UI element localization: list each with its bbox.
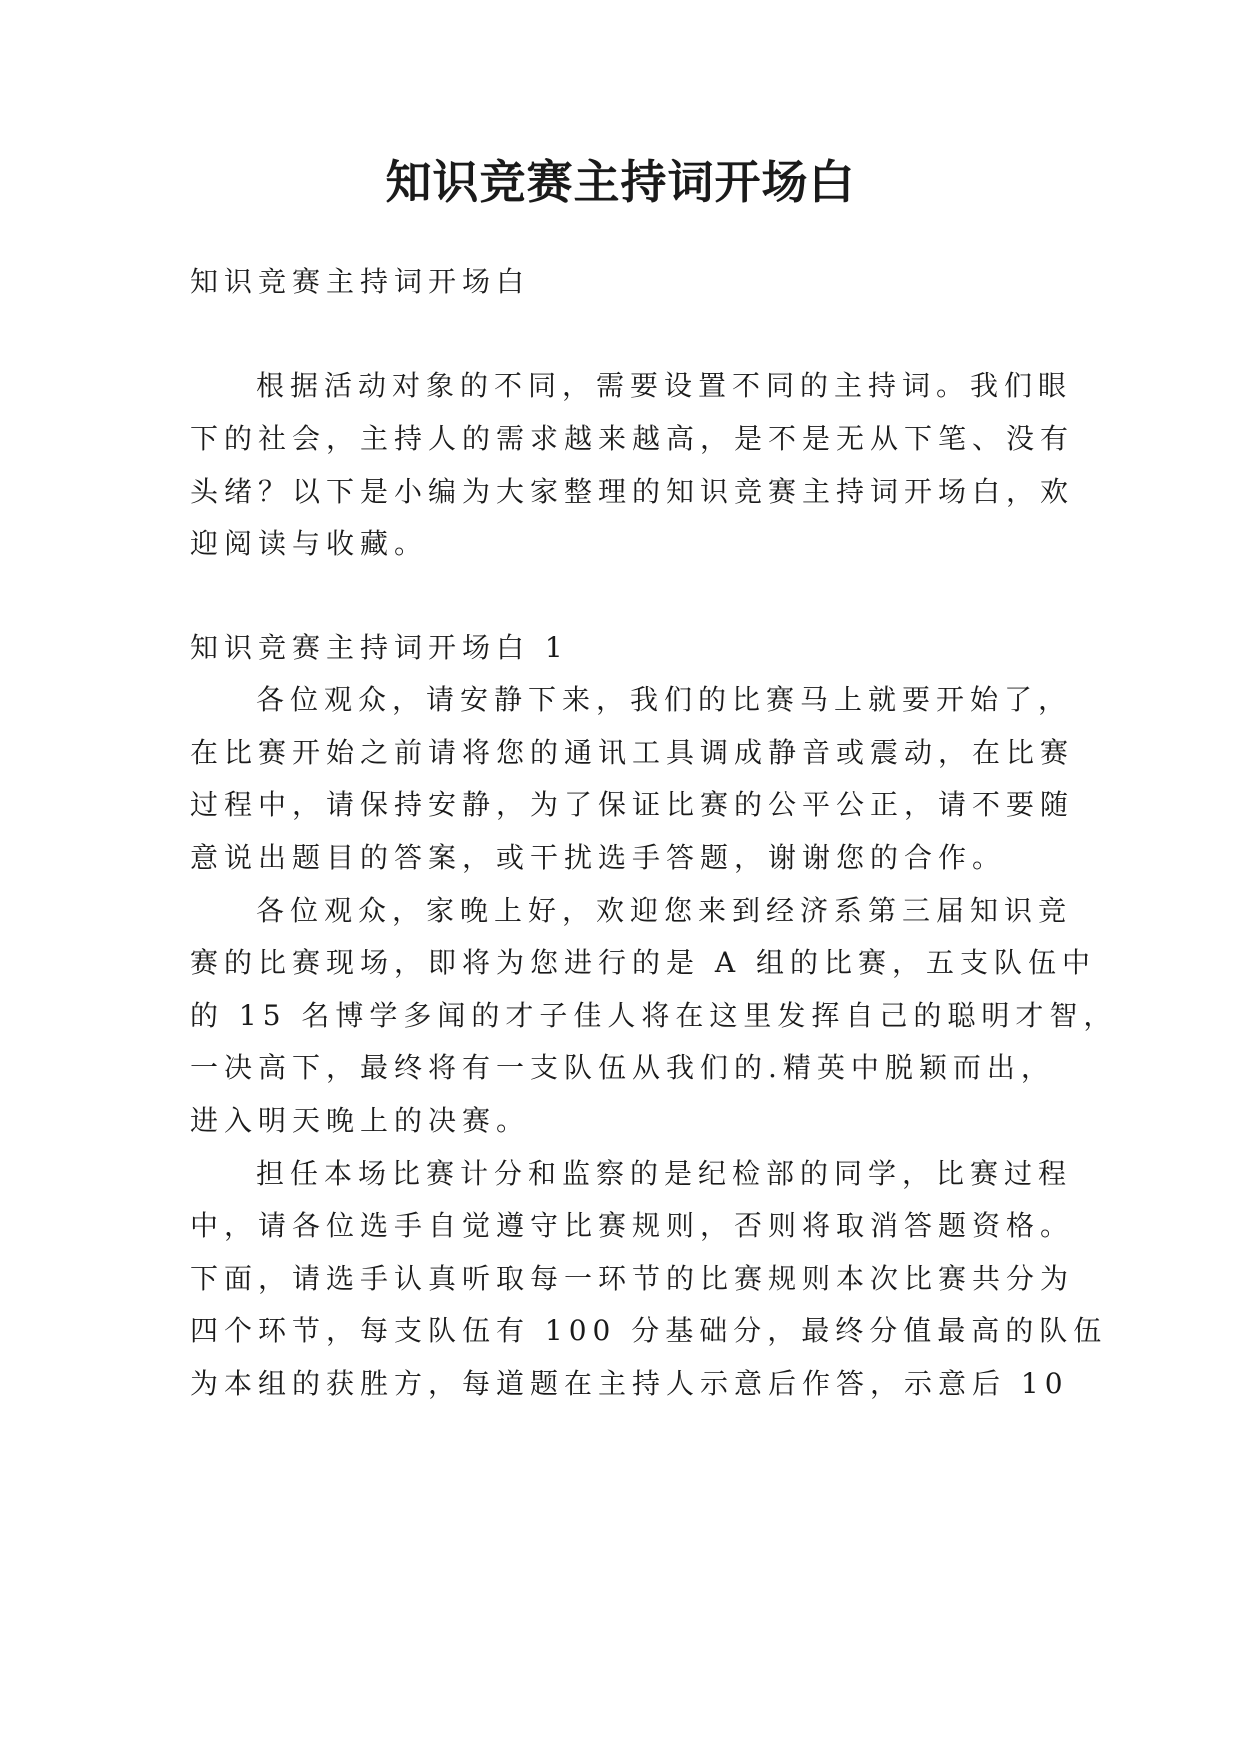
paragraph-line: 的 15 名博学多闻的才子佳人将在这里发挥自己的聪明才智， (190, 999, 1118, 1032)
paragraph-line: 为本组的获胜方，每道题在主持人示意后作答，示意后 10 (190, 1367, 1069, 1400)
paragraph-line: 各位观众，家晚上好，欢迎您来到经济系第三届知识竞 (256, 894, 1073, 927)
document-title: 知识竞赛主持词开场白 (385, 155, 856, 209)
paragraph-line: 进入明天晚上的决赛。 (190, 1104, 531, 1137)
intro-line: 下的社会，主持人的需求越来越高，是不是无从下笔、没有 (190, 422, 1075, 455)
intro-line: 迎阅读与收藏。 (190, 527, 429, 560)
paragraph-line: 在比赛开始之前请将您的通讯工具调成静音或震动，在比赛 (190, 736, 1075, 769)
paragraph-line: 各位观众，请安静下来，我们的比赛马上就要开始了， (256, 683, 1073, 716)
paragraph-line: 意说出题目的答案，或干扰选手答题，谢谢您的合作。 (190, 841, 1007, 874)
paragraph-line: 中，请各位选手自觉遵守比赛规则，否则将取消答题资格。 (190, 1209, 1075, 1242)
paragraph-line: 四个环节，每支队伍有 100 分基础分，最终分值最高的队伍 (190, 1314, 1108, 1347)
intro-line: 根据活动对象的不同，需要设置不同的主持词。我们眼 (256, 369, 1073, 402)
paragraph-line: 下面，请选手认真听取每一环节的比赛规则本次比赛共分为 (190, 1262, 1075, 1295)
intro-line: 头绪？以下是小编为大家整理的知识竞赛主持词开场白，欢 (190, 475, 1075, 508)
document-subtitle: 知识竞赛主持词开场白 (190, 265, 531, 298)
paragraph-line: 赛的比赛现场，即将为您进行的是 A 组的比赛，五支队伍中 (190, 946, 1097, 979)
paragraph-line: 一决高下，最终将有一支队伍从我们的.精英中脱颖而出， (190, 1051, 1055, 1084)
section-heading: 知识竞赛主持词开场白 1 (190, 631, 569, 664)
paragraph-line: 担任本场比赛计分和监察的是纪检部的同学，比赛过程 (256, 1157, 1073, 1190)
paragraph-line: 过程中，请保持安静，为了保证比赛的公平公正，请不要随 (190, 788, 1075, 821)
